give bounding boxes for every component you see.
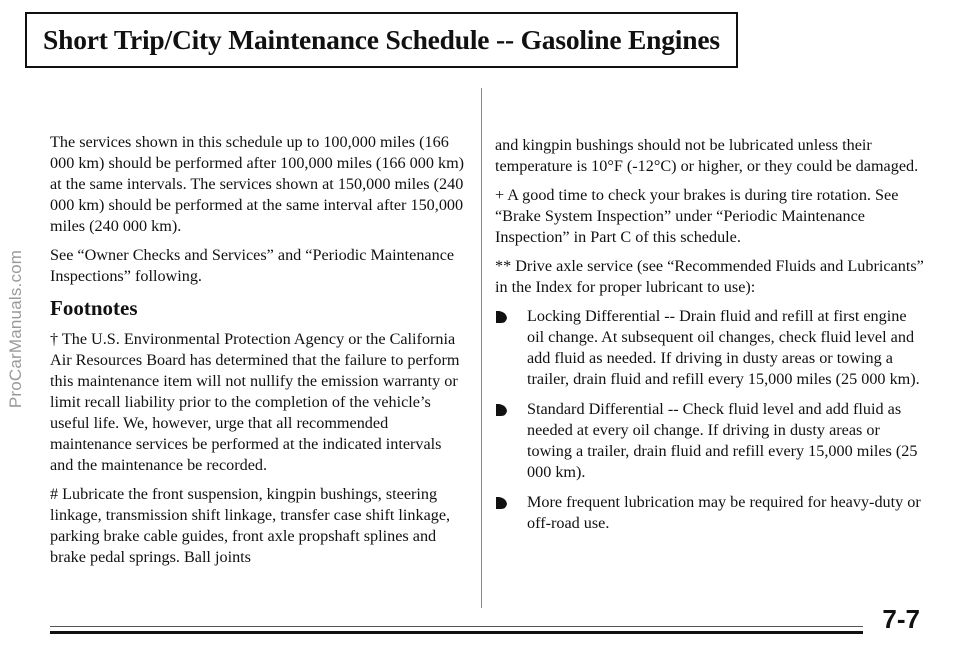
bullet-item-standard-differential [495,399,925,483]
footnote-plus: + A good time to check your brakes is during tire rotation. See “Brake System Inspection” under “Periodic Maintenance Inspection” in Part C of this schedule. [495,186,899,246]
footnotes-heading: Footnotes [50,296,138,320]
bullet-text: Locking Differential -- Drain fluid and refill at first engine oil change. At subsequent oil changes, check fluid level and add fluid as needed. If driving in dusty areas or towing a trailer, drain fluid and refill every 15,000 miles (25 000 km). [527,307,920,388]
footnote-double-star: ** Drive axle service (see “Recommended Fluids and Lubricants” in the Index for proper lubricant to use): [495,257,924,296]
page-number: 7-7 [882,604,920,634]
right-column [495,135,925,543]
page-title: Short Trip/City Maintenance Schedule -- Gasoline Engines [43,24,720,55]
column-divider [481,88,482,608]
watermark-text: ProCarManuals.com [6,249,25,408]
bullet-item-frequent-lubrication [495,492,925,534]
footnote-hash-continuation: and kingpin bushings should not be lubricated unless their temperature is 10°F (-12°C) or higher, or they could be damaged. [495,136,919,175]
intro-paragraph-1: The services shown in this schedule up to 100,000 miles (166 000 km) should be performed after 100,000 miles (166 000 km) at the same intervals. The services shown at 150,000 miles (240 000 km) should be performed at the same interval after 150,000 miles (240 000 km). [50,133,465,235]
bullet-text: Standard Differential -- Check fluid level and add fluid as needed at every oil change. If driving in dusty areas or towing a trailer, drain fluid and refill every 15,000 miles (25 000 km). [527,400,918,481]
intro-paragraph-2: See “Owner Checks and Services” and “Periodic Maintenance Inspections” following. [50,246,455,285]
footer-rule [50,631,863,634]
bullet-text: More frequent lubrication may be required for heavy-duty or off-road use. [527,493,921,532]
footnote-hash: # Lubricate the front suspension, kingpin bushings, steering linkage, transmission shift linkage, transfer case shift linkage, parking brake cable guides, front axle propshaft splines and brake pedal springs. Ball joints [50,485,451,566]
notice-pointer-icon [495,492,527,513]
footnote-dagger: † The U.S. Environmental Protection Agency or the California Air Resources Board has determined that the failure to perform this maintenance item will not nullify the emission warranty or limit recall liability prior to the completion of the vehicle’s useful life. We, however, urge that all recommended maintenance services be performed at the indicated intervals and the maintenance be recorded. [50,330,460,474]
watermark [0,0,32,657]
notice-pointer-icon [495,399,527,420]
bullet-item-locking-differential [495,306,925,390]
page-title-box [25,12,738,68]
notice-pointer-icon [495,306,527,327]
left-column [50,132,468,576]
